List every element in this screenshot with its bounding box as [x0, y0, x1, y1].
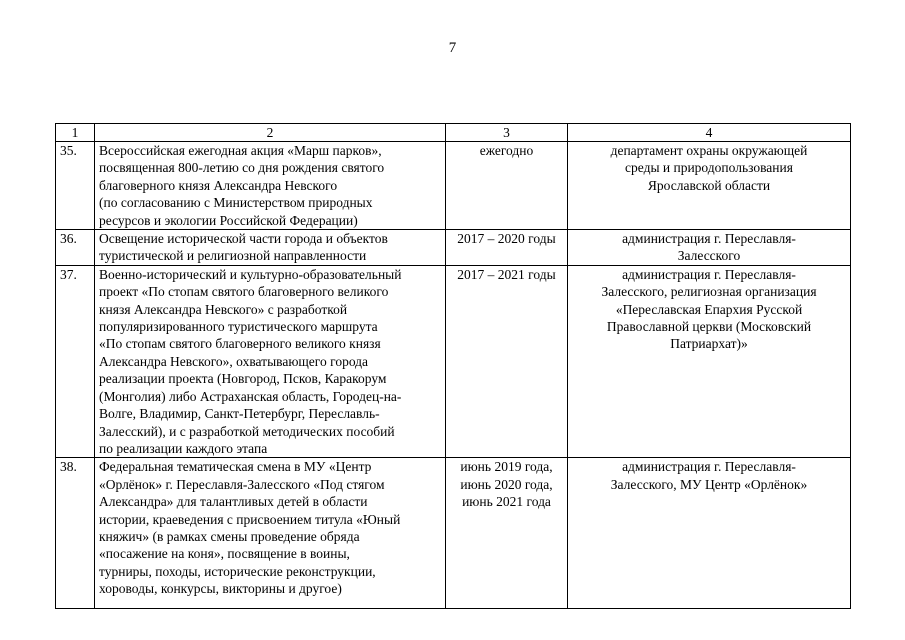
text-line: популяризированного туристического маршрута	[99, 319, 378, 335]
text-line: Залесского, МУ Центр «Орлёнок»	[610, 476, 808, 492]
text-line: истории, краеведения с присвоением титула «Юный	[99, 511, 401, 527]
column-header-3: 3	[446, 124, 568, 142]
text-line: Залесского	[677, 248, 741, 264]
text-line: Залесского, религиозная организация	[601, 284, 817, 300]
page-number: 7	[448, 40, 457, 56]
event-term	[446, 265, 568, 457]
event-description	[95, 230, 446, 266]
text-line: «Орлёнок» г. Переславля-Залесского «Под стягом	[99, 476, 385, 492]
text-line: княжич» (в рамках смены проведение обряда	[99, 528, 360, 544]
text-line: Ярославской области	[647, 177, 771, 193]
text-line: по реализации каждого этапа	[99, 440, 268, 456]
event-description	[95, 142, 446, 230]
text-line: ежегодно	[479, 143, 534, 158]
column-header-2: 2	[95, 124, 446, 142]
event-executor	[568, 230, 851, 266]
text-line: июнь 2021 года	[462, 494, 551, 510]
text-line: Освещение исторической части города и объектов	[99, 231, 388, 247]
text-line: администрация г. Переславля-	[622, 266, 796, 282]
text-line: 2017 – 2020 годы	[457, 231, 556, 247]
table-row	[56, 458, 851, 609]
text-line: «По стопам святого благоверного великого князя	[99, 336, 381, 352]
table-row	[56, 230, 851, 266]
column-header-4: 4	[568, 124, 851, 142]
text-line: Александра Невского», охватывающего города	[99, 353, 369, 369]
table-header-row	[56, 124, 851, 142]
column-header-1: 1	[56, 124, 95, 142]
text-line: июнь 2020 года,	[460, 476, 553, 492]
row-number: 35.	[56, 142, 95, 230]
event-description	[95, 458, 446, 609]
row-number: 37.	[56, 265, 95, 457]
text-line: реализации проекта (Новгород, Псков, Каракорум	[99, 371, 387, 387]
text-line: Волге, Владимир, Санкт-Петербург, Переславль-	[99, 406, 380, 422]
text-line: администрация г. Переславля-	[622, 459, 796, 475]
text-line: «посажение на коня», посвящение в воины,	[99, 546, 350, 562]
text-line: Военно-исторический и культурно-образовательный	[99, 266, 402, 282]
text-line: Патриархат)»	[670, 336, 748, 352]
row-number: 36.	[56, 230, 95, 266]
table-row	[56, 142, 851, 230]
events-table	[55, 123, 851, 609]
text-line: благоверного князя Александра Невского	[99, 177, 338, 193]
event-term	[446, 230, 568, 266]
text-line: (по согласованию с Министерством природных	[99, 195, 373, 211]
text-line: посвященная 800-летию со дня рождения святого	[99, 160, 385, 176]
text-line: 2017 – 2021 годы	[457, 266, 556, 282]
event-executor	[568, 142, 851, 230]
text-line: администрация г. Переславля-	[622, 231, 796, 247]
text-line: департамент охраны окружающей	[610, 143, 808, 158]
text-line: Федеральная тематическая смена в МУ «Центр	[99, 459, 372, 475]
text-line: турниры, походы, исторические реконструкции,	[99, 563, 376, 579]
event-description	[95, 265, 446, 457]
row-number: 38.	[56, 458, 95, 609]
text-line: Православной церкви (Московский	[606, 319, 812, 335]
event-term	[446, 458, 568, 609]
text-line: князя Александра Невского» с разработкой	[99, 301, 348, 317]
text-line: (Монголия) либо Астраханская область, Городец-на-	[99, 388, 402, 404]
text-line: проект «По стопам святого благоверного великого	[99, 284, 389, 300]
text-line: ресурсов и экологии Российской Федерации)	[99, 212, 358, 228]
event-term	[446, 142, 568, 230]
text-line: июнь 2019 года,	[460, 459, 553, 475]
table-row	[56, 265, 851, 457]
text-line: туристической и религиозной направленности	[99, 248, 367, 264]
event-executor	[568, 265, 851, 457]
text-line: Всероссийская ежегодная акция «Марш парков»,	[99, 143, 382, 158]
text-line: Александра» для талантливых детей в области	[99, 494, 368, 510]
text-line: хороводы, конкурсы, викторины и другое)	[99, 581, 342, 597]
event-executor	[568, 458, 851, 609]
text-line: среды и природопользования	[625, 160, 793, 176]
text-line: «Переславская Епархия Русской	[615, 301, 803, 317]
text-line: Залесский), и с разработкой методических пособий	[99, 423, 395, 439]
